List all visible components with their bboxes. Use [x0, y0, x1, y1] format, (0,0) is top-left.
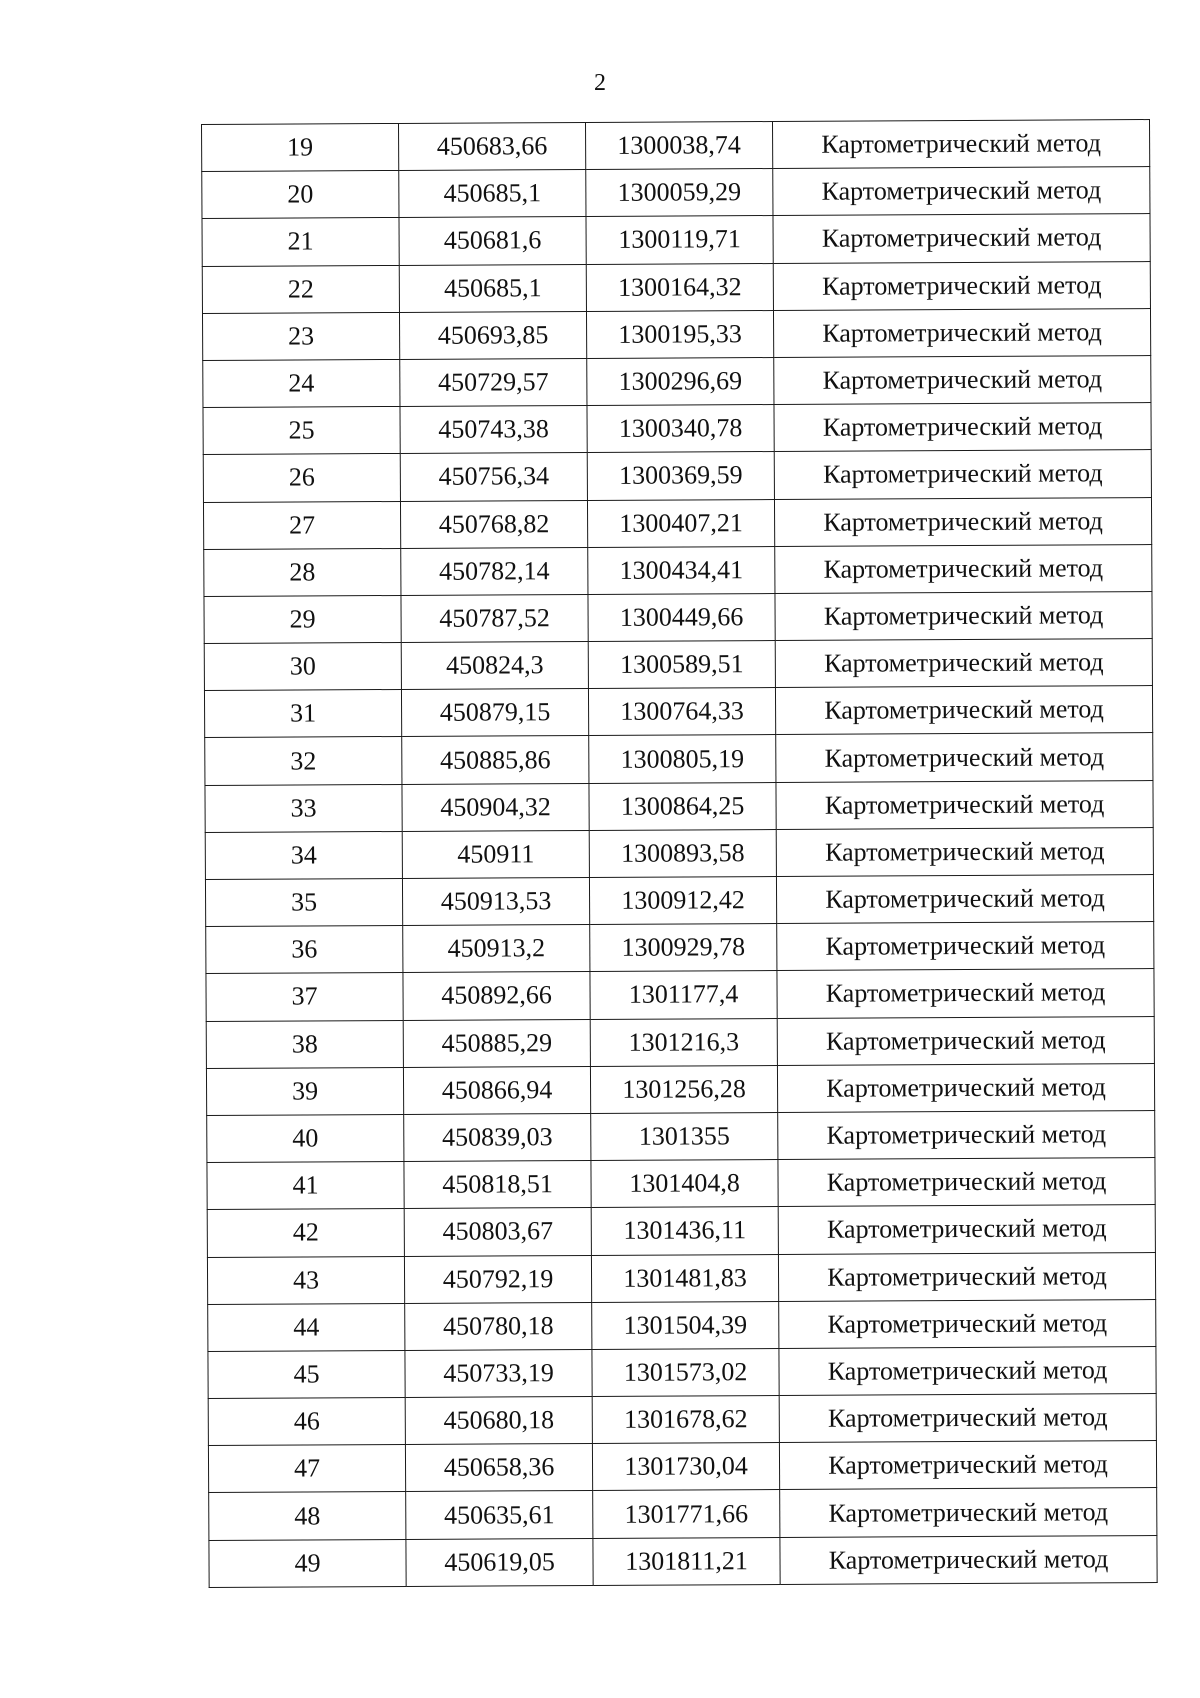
- cell-x-coordinate: 450743,38: [400, 406, 587, 454]
- table-row: [204, 591, 1152, 643]
- table-row: [203, 355, 1151, 407]
- cell-method: Картометрический метод: [775, 544, 1152, 593]
- table-row: [206, 1063, 1154, 1115]
- cell-method: Картометрический метод: [774, 403, 1151, 452]
- table-row: [206, 922, 1154, 974]
- cell-x-coordinate: 450913,53: [402, 877, 589, 925]
- cell-x-coordinate: 450885,29: [403, 1019, 590, 1067]
- cell-y-coordinate: 1300893,58: [589, 829, 776, 877]
- cell-point-number: 41: [207, 1162, 404, 1210]
- table-row: [203, 450, 1151, 502]
- cell-method: Картометрический метод: [775, 639, 1152, 688]
- cell-y-coordinate: 1300164,32: [586, 263, 773, 311]
- cell-x-coordinate: 450885,86: [402, 736, 589, 784]
- table-row: [209, 1488, 1157, 1540]
- cell-method: Картометрический метод: [780, 1488, 1157, 1537]
- cell-x-coordinate: 450913,2: [403, 925, 590, 973]
- table-row: [204, 544, 1152, 596]
- cell-method: Картометрический метод: [775, 686, 1152, 735]
- cell-x-coordinate: 450879,15: [401, 689, 588, 737]
- cell-method: Картометрический метод: [776, 875, 1153, 924]
- cell-x-coordinate: 450729,57: [400, 358, 587, 406]
- cell-x-coordinate: 450635,61: [406, 1491, 593, 1539]
- cell-y-coordinate: 1300912,42: [589, 876, 776, 924]
- cell-point-number: 44: [208, 1303, 405, 1351]
- cell-y-coordinate: 1300059,29: [586, 169, 773, 217]
- table-row: [207, 1110, 1155, 1162]
- cell-point-number: 21: [202, 218, 399, 266]
- cell-y-coordinate: 1300589,51: [588, 641, 775, 689]
- coordinates-table-body: [202, 120, 1158, 1588]
- table-row: [204, 686, 1152, 738]
- cell-x-coordinate: 450683,66: [398, 122, 585, 170]
- table-row: [208, 1441, 1156, 1493]
- table-row: [208, 1299, 1156, 1351]
- table-row: [205, 827, 1153, 879]
- cell-x-coordinate: 450803,67: [404, 1208, 591, 1256]
- cell-y-coordinate: 1300340,78: [587, 405, 774, 453]
- cell-method: Картометрический метод: [777, 922, 1154, 971]
- cell-point-number: 28: [204, 548, 401, 596]
- cell-point-number: 47: [208, 1445, 405, 1493]
- cell-method: Картометрический метод: [775, 591, 1152, 640]
- cell-method: Картометрический метод: [777, 1016, 1154, 1065]
- cell-x-coordinate: 450756,34: [400, 453, 587, 501]
- cell-y-coordinate: 1301730,04: [592, 1443, 779, 1491]
- cell-y-coordinate: 1301678,62: [592, 1396, 779, 1444]
- cell-y-coordinate: 1300449,66: [588, 593, 775, 641]
- table-row: [205, 780, 1153, 832]
- cell-y-coordinate: 1300864,25: [589, 782, 776, 830]
- cell-y-coordinate: 1301216,3: [590, 1018, 777, 1066]
- cell-method: Картометрический метод: [780, 1535, 1157, 1584]
- cell-x-coordinate: 450911: [402, 830, 589, 878]
- cell-x-coordinate: 450782,14: [401, 547, 588, 595]
- cell-y-coordinate: 1300038,74: [585, 122, 772, 170]
- table-row: [208, 1394, 1156, 1446]
- cell-point-number: 27: [203, 501, 400, 549]
- cell-point-number: 48: [209, 1492, 406, 1540]
- cell-point-number: 40: [207, 1114, 404, 1162]
- cell-point-number: 43: [207, 1256, 404, 1304]
- cell-x-coordinate: 450904,32: [402, 783, 589, 831]
- table-row: [207, 1205, 1155, 1257]
- cell-y-coordinate: 1301481,83: [591, 1254, 778, 1302]
- cell-method: Картометрический метод: [774, 450, 1151, 499]
- table-row: [208, 1346, 1156, 1398]
- cell-method: Картометрический метод: [778, 1158, 1155, 1207]
- cell-x-coordinate: 450787,52: [401, 594, 588, 642]
- table-row: [205, 733, 1153, 785]
- cell-method: Картометрический метод: [777, 969, 1154, 1018]
- cell-y-coordinate: 1301573,02: [592, 1348, 779, 1396]
- cell-x-coordinate: 450866,94: [403, 1066, 590, 1114]
- cell-y-coordinate: 1300369,59: [587, 452, 774, 500]
- table-row: [206, 1016, 1154, 1068]
- cell-point-number: 35: [205, 878, 402, 926]
- page-number: 2: [594, 70, 606, 96]
- cell-method: Картометрический метод: [778, 1205, 1155, 1254]
- cell-y-coordinate: 1301771,66: [593, 1490, 780, 1538]
- cell-y-coordinate: 1301355: [591, 1112, 778, 1160]
- cell-method: Картометрический метод: [774, 355, 1151, 404]
- table-row: [204, 639, 1152, 691]
- cell-x-coordinate: 450818,51: [404, 1161, 591, 1209]
- table-row: [202, 261, 1150, 313]
- cell-method: Картометрический метод: [779, 1299, 1156, 1348]
- table-row: [207, 1158, 1155, 1210]
- cell-x-coordinate: 450892,66: [403, 972, 590, 1020]
- cell-y-coordinate: 1300119,71: [586, 216, 773, 264]
- cell-y-coordinate: 1300805,19: [589, 735, 776, 783]
- cell-method: Картометрический метод: [777, 1063, 1154, 1112]
- cell-x-coordinate: 450685,1: [399, 264, 586, 312]
- table-row: [202, 120, 1150, 172]
- cell-point-number: 39: [206, 1067, 403, 1115]
- cell-method: Картометрический метод: [774, 497, 1151, 546]
- table-row: [205, 875, 1153, 927]
- cell-y-coordinate: 1301404,8: [591, 1160, 778, 1208]
- cell-method: Картометрический метод: [772, 120, 1149, 169]
- cell-method: Картометрический метод: [773, 308, 1150, 357]
- cell-point-number: 33: [205, 784, 402, 832]
- cell-point-number: 42: [207, 1209, 404, 1257]
- cell-x-coordinate: 450824,3: [401, 642, 588, 690]
- cell-method: Картометрический метод: [776, 827, 1153, 876]
- table-row: [202, 167, 1150, 219]
- cell-y-coordinate: 1300296,69: [587, 357, 774, 405]
- cell-method: Картометрический метод: [779, 1346, 1156, 1395]
- cell-y-coordinate: 1301436,11: [591, 1207, 778, 1255]
- cell-y-coordinate: 1300407,21: [587, 499, 774, 547]
- cell-y-coordinate: 1301811,21: [593, 1537, 780, 1585]
- table-row: [202, 308, 1150, 360]
- cell-method: Картометрический метод: [776, 780, 1153, 829]
- cell-method: Картометрический метод: [778, 1110, 1155, 1159]
- cell-x-coordinate: 450685,1: [399, 170, 586, 218]
- cell-x-coordinate: 450839,03: [404, 1113, 591, 1161]
- cell-method: Картометрический метод: [773, 214, 1150, 263]
- cell-point-number: 49: [209, 1539, 406, 1587]
- cell-point-number: 32: [205, 737, 402, 785]
- cell-point-number: 24: [203, 359, 400, 407]
- table-row: [202, 214, 1150, 266]
- cell-point-number: 34: [205, 831, 402, 879]
- cell-point-number: 22: [202, 265, 399, 313]
- cell-method: Картометрический метод: [773, 167, 1150, 216]
- cell-x-coordinate: 450619,05: [406, 1538, 593, 1586]
- cell-y-coordinate: 1300929,78: [590, 924, 777, 972]
- cell-method: Картометрический метод: [773, 261, 1150, 310]
- cell-y-coordinate: 1301256,28: [590, 1065, 777, 1113]
- table-row: [203, 403, 1151, 455]
- table-row: [206, 969, 1154, 1021]
- cell-y-coordinate: 1301504,39: [592, 1301, 779, 1349]
- cell-y-coordinate: 1300764,33: [588, 688, 775, 736]
- cell-method: Картометрический метод: [776, 733, 1153, 782]
- cell-x-coordinate: 450768,82: [400, 500, 587, 548]
- cell-method: Картометрический метод: [779, 1394, 1156, 1443]
- coordinates-table: [201, 119, 1158, 1588]
- cell-point-number: 45: [208, 1350, 405, 1398]
- cell-point-number: 36: [206, 926, 403, 974]
- cell-method: Картометрический метод: [779, 1441, 1156, 1490]
- cell-point-number: 30: [204, 643, 401, 691]
- cell-point-number: 23: [202, 312, 399, 360]
- table-row: [203, 497, 1151, 549]
- cell-point-number: 29: [204, 595, 401, 643]
- cell-x-coordinate: 450681,6: [399, 217, 586, 265]
- cell-point-number: 31: [204, 690, 401, 738]
- table-row: [209, 1535, 1157, 1587]
- cell-point-number: 38: [206, 1020, 403, 1068]
- cell-point-number: 46: [208, 1398, 405, 1446]
- cell-y-coordinate: 1301177,4: [590, 971, 777, 1019]
- cell-point-number: 20: [202, 171, 399, 219]
- table-row: [207, 1252, 1155, 1304]
- cell-point-number: 26: [203, 454, 400, 502]
- cell-point-number: 25: [203, 407, 400, 455]
- cell-point-number: 19: [202, 123, 399, 171]
- cell-method: Картометрический метод: [778, 1252, 1155, 1301]
- cell-x-coordinate: 450693,85: [399, 311, 586, 359]
- cell-x-coordinate: 450792,19: [404, 1255, 591, 1303]
- cell-point-number: 37: [206, 973, 403, 1021]
- cell-y-coordinate: 1300434,41: [588, 546, 775, 594]
- cell-y-coordinate: 1300195,33: [586, 310, 773, 358]
- cell-x-coordinate: 450780,18: [405, 1302, 592, 1350]
- cell-x-coordinate: 450658,36: [405, 1444, 592, 1492]
- cell-x-coordinate: 450733,19: [405, 1349, 592, 1397]
- cell-x-coordinate: 450680,18: [405, 1397, 592, 1445]
